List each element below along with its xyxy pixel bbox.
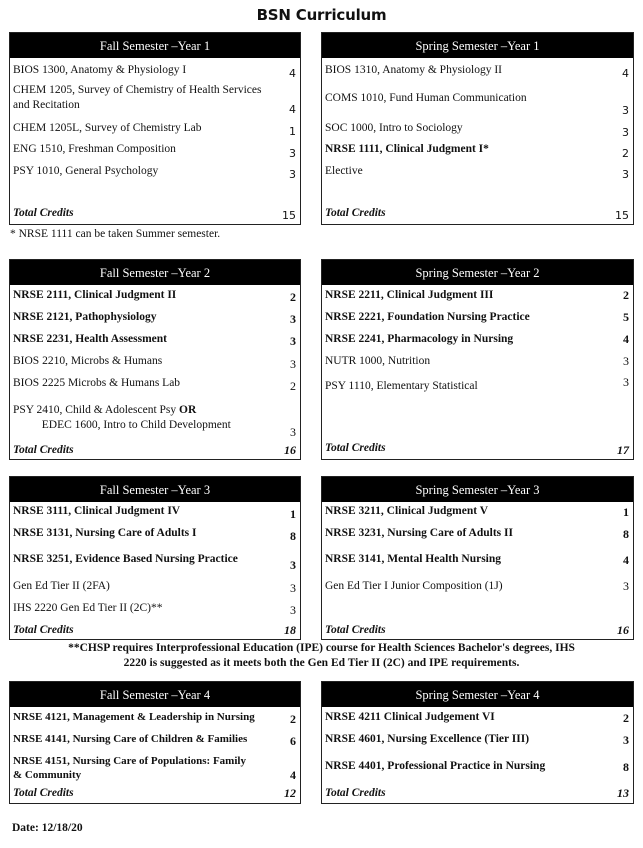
course-name: ENG 1510, Freshman Composition — [13, 143, 176, 155]
course-credits: 3 — [622, 126, 629, 139]
course-credits: 3 — [622, 168, 629, 181]
total-credits-value: 15 — [615, 209, 629, 222]
course-name: PSY 2410, Child & Adolescent Psy OR EDEC 1600, Intro to Child Development — [13, 404, 231, 431]
course-name: NRSE 4601, Nursing Excellence (Tier III) — [325, 733, 530, 745]
course-credits: 6 — [290, 734, 296, 748]
course-credits: 3 — [290, 357, 296, 371]
semester-fall-year-1 — [9, 32, 301, 225]
semester-header: Fall Semester –Year 4 — [10, 682, 300, 707]
course-credits: 4 — [623, 553, 629, 567]
course-name: Gen Ed Tier I Junior Composition (1J) — [325, 580, 503, 592]
course-name: BIOS 1310, Anatomy & Physiology II — [325, 64, 502, 76]
course-credits: 5 — [623, 310, 629, 324]
course-credits: 3 — [623, 375, 629, 389]
course-name: NRSE 2211, Clinical Judgment III — [325, 289, 494, 301]
semester-fall-year-2 — [9, 259, 301, 460]
course-name: PSY 1010, General Psychology — [13, 165, 159, 177]
semester-fall-year-4 — [9, 681, 301, 804]
summer-footnote: * NRSE 1111 can be taken Summer semester. — [10, 228, 221, 240]
course-credits: 2 — [623, 711, 629, 725]
course-name: NRSE 2241, Pharmacology in Nursing — [325, 333, 514, 345]
revision-date: Date: 12/18/20 — [12, 822, 83, 834]
course-credits: 1 — [290, 507, 296, 521]
course-credits: 2 — [290, 712, 296, 726]
course-name: NRSE 3211, Clinical Judgment V — [325, 505, 489, 517]
semester-header: Fall Semester –Year 3 — [10, 477, 300, 502]
course-name: NRSE 4121, Management & Leadership in Nursing — [13, 711, 255, 723]
total-credits-label: Total Credits — [325, 207, 386, 219]
course-name: Gen Ed Tier II (2FA) — [13, 580, 110, 592]
course-name: NRSE 2221, Foundation Nursing Practice — [325, 311, 530, 323]
total-credits-value: 13 — [617, 786, 629, 800]
total-credits-value: 12 — [284, 786, 296, 800]
course-name: PSY 1110, Elementary Statistical — [325, 380, 478, 392]
course-name: IHS 2220 Gen Ed Tier II (2C)** — [13, 602, 163, 614]
course-name: NRSE 2111, Clinical Judgment II — [13, 289, 177, 301]
course-name: NRSE 1111, Clinical Judgment I* — [325, 143, 489, 155]
course-name: NRSE 4141, Nursing Care of Children & Families — [13, 733, 248, 745]
course-name: NRSE 3251, Evidence Based Nursing Practice — [13, 553, 238, 565]
course-credits: 4 — [289, 103, 296, 116]
course-credits: 8 — [623, 760, 629, 774]
course-credits: 3 — [289, 147, 296, 160]
course-credits: 3 — [290, 581, 296, 595]
course-credits: 3 — [290, 603, 296, 617]
course-name: SOC 1000, Intro to Sociology — [325, 122, 463, 134]
course-name: COMS 1010, Fund Human Communication — [325, 92, 527, 104]
course-name: NRSE 2231, Health Assessment — [13, 333, 167, 345]
total-credits-label: Total Credits — [13, 624, 74, 636]
or-connector: OR — [179, 404, 197, 416]
course-credits: 4 — [289, 67, 296, 80]
total-credits-value: 15 — [282, 209, 296, 222]
semester-header: Spring Semester –Year 2 — [322, 260, 633, 285]
total-credits-label: Total Credits — [325, 787, 386, 799]
course-credits: 3 — [289, 168, 296, 181]
total-credits-value: 18 — [284, 623, 296, 637]
total-credits-label: Total Credits — [13, 787, 74, 799]
course-credits: 3 — [290, 334, 296, 348]
semester-header: Spring Semester –Year 4 — [322, 682, 633, 707]
total-credits-value: 17 — [617, 443, 629, 457]
course-name: Elective — [325, 165, 363, 177]
total-credits-label: Total Credits — [325, 442, 386, 454]
course-credits: 3 — [622, 104, 629, 117]
semester-fall-year-3 — [9, 476, 301, 640]
course-credits: 3 — [623, 733, 629, 747]
course-credits: 2 — [623, 288, 629, 302]
course-credits: 4 — [623, 332, 629, 346]
course-credits: 3 — [623, 579, 629, 593]
course-credits: 4 — [622, 67, 629, 80]
course-name: NRSE 2121, Pathophysiology — [13, 311, 157, 323]
semester-spring-year-3 — [321, 476, 634, 640]
course-credits: 3 — [623, 354, 629, 368]
course-name: NRSE 3111, Clinical Judgment IV — [13, 505, 181, 517]
semester-header: Spring Semester –Year 1 — [322, 33, 633, 58]
total-credits-value: 16 — [284, 443, 296, 457]
course-credits: 3 — [290, 425, 296, 439]
course-credits: 8 — [623, 527, 629, 541]
course-credits: 2 — [290, 379, 296, 393]
course-credits: 4 — [290, 768, 296, 782]
course-name: NRSE 3231, Nursing Care of Adults II — [325, 527, 513, 539]
course-credits: 1 — [623, 505, 629, 519]
course-name: BIOS 1300, Anatomy & Physiology I — [13, 64, 187, 76]
semester-spring-year-1 — [321, 32, 634, 225]
course-credits: 1 — [289, 125, 296, 138]
course-name: NUTR 1000, Nutrition — [325, 355, 431, 367]
course-credits: 2 — [290, 290, 296, 304]
course-name: NRSE 3131, Nursing Care of Adults I — [13, 527, 197, 539]
total-credits-value: 16 — [617, 623, 629, 637]
semester-header: Fall Semester –Year 1 — [10, 33, 300, 58]
semester-spring-year-4 — [321, 681, 634, 804]
semester-header: Fall Semester –Year 2 — [10, 260, 300, 285]
page-title: BSN Curriculum — [256, 6, 387, 24]
course-credits: 3 — [290, 558, 296, 572]
course-name: BIOS 2210, Microbs & Humans — [13, 355, 163, 367]
course-name: NRSE 4401, Professional Practice in Nursing — [325, 760, 546, 772]
course-name: NRSE 4151, Nursing Care of Populations: Family & Community — [13, 755, 246, 781]
semester-header: Spring Semester –Year 3 — [322, 477, 633, 502]
semester-spring-year-2 — [321, 259, 634, 460]
course-credits: 3 — [290, 312, 296, 326]
course-name: CHEM 1205L, Survey of Chemistry Lab — [13, 122, 202, 134]
course-credits: 8 — [290, 529, 296, 543]
total-credits-label: Total Credits — [13, 207, 74, 219]
course-credits: 2 — [622, 147, 629, 160]
total-credits-label: Total Credits — [325, 624, 386, 636]
course-name: CHEM 1205, Survey of Chemistry of Health Services and Recitation — [13, 84, 262, 111]
course-name: NRSE 4211 Clinical Judgement VI — [325, 711, 495, 723]
ipe-footnote: **CHSP requires Interprofessional Education (IPE) course for Health Sciences Bachelor's degrees, IHS 2220 is suggested as it meets both the Gen Ed Tier II (2C) and IPE requirements. — [68, 642, 575, 669]
course-name: NRSE 3141, Mental Health Nursing — [325, 553, 502, 565]
course-name: BIOS 2225 Microbs & Humans Lab — [13, 377, 181, 389]
total-credits-label: Total Credits — [13, 444, 74, 456]
